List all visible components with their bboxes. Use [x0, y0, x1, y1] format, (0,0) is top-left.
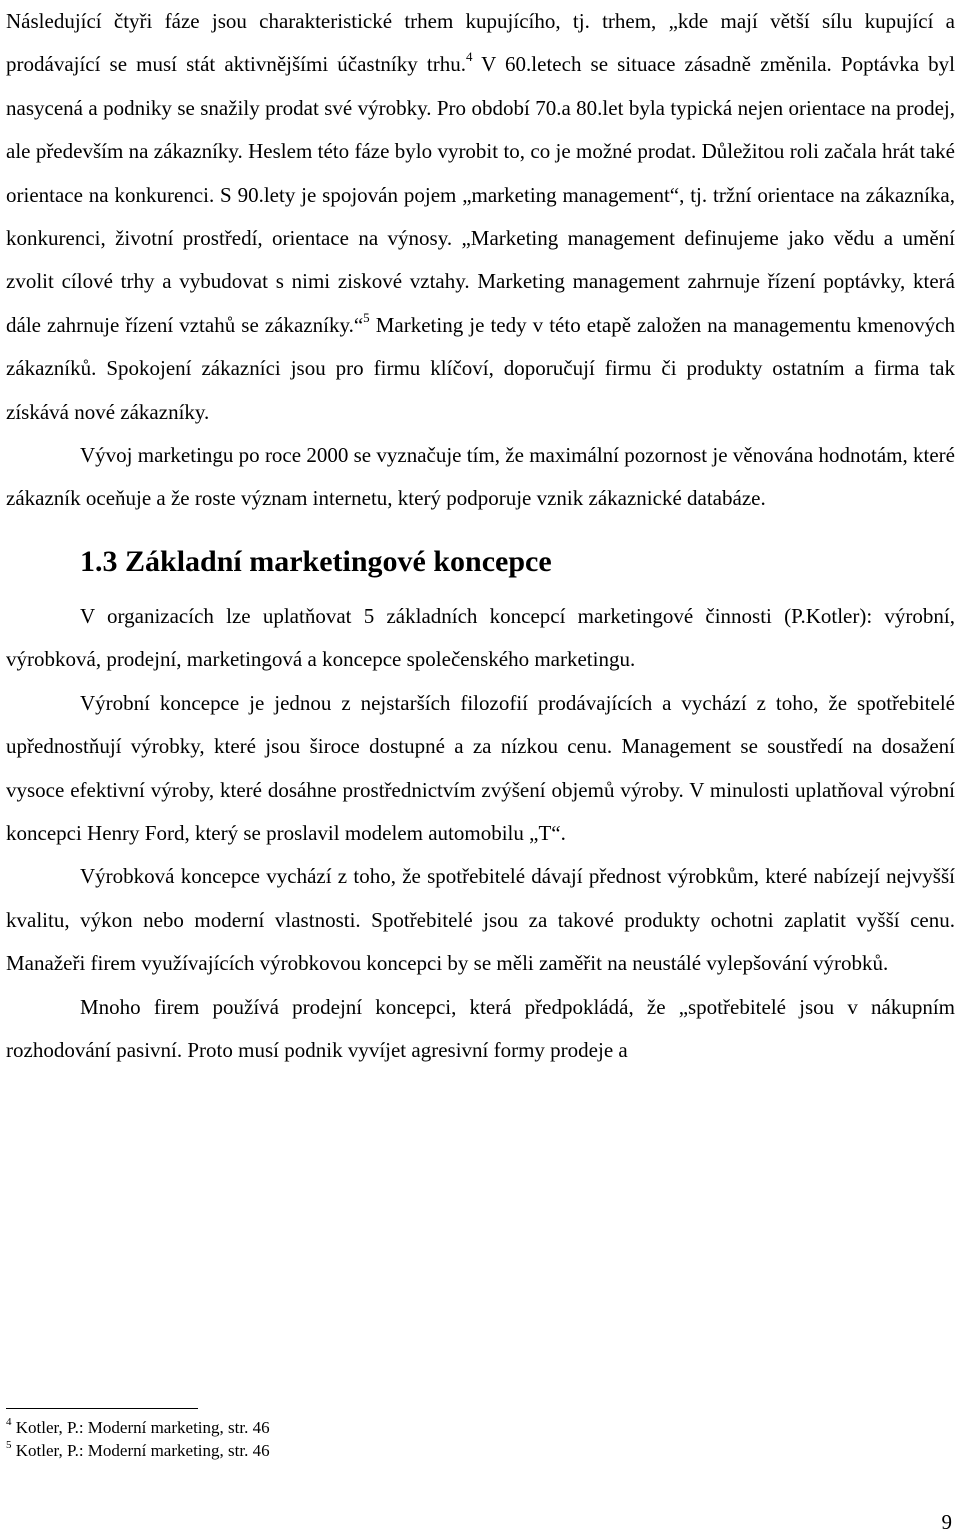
paragraph-selling-concept: Mnoho firem používá prodejní koncepci, která předpokládá, že „spotřebitelé jsou v nákupním rozhodování pasivní. Proto musí podnik vyvíjet agresivní formy prodeje a	[6, 994, 955, 1062]
body-text	[6, 0, 955, 1072]
footnote-ref-5[interactable]: 5	[363, 309, 370, 325]
footnote-ref-4[interactable]: 4	[465, 49, 473, 65]
footnote-5	[6, 1439, 706, 1462]
paragraph-marketing-2000: Vývoj marketingu po roce 2000 se vyznačuje tím, že maximální pozornost je věnována hodnotám, které zákazník oceňuje a že roste význam internetu, který podporuje vznik zákaznické databáze.	[6, 443, 955, 511]
footnote-4	[6, 1416, 706, 1439]
paragraph-product-concept: Výrobková koncepce vychází z toho, že spotřebitelé dávají přednost výrobkům, které nabízejí nejvyšší kvalitu, výkon nebo moderní vlastnosti. Spotřebitelé jsou za takové produkty ochotni zaplatit vyšší cenu. Manažeři firem využívajících výrobkovou koncepci by se měli zaměřit na neustálé vylepšování výrobků.	[6, 864, 955, 976]
paragraph-text: Následující čtyři fáze jsou charakteristické trhem kupujícího, tj. trhem, „kde mají větší sílu kupující a prodávající se musí stát aktivnějšími účastníky trhu.	[6, 9, 955, 77]
section-heading: 1.3 Základní marketingové koncepce	[80, 544, 552, 578]
paragraph-buyers-market	[6, 0, 955, 434]
paragraph-text: Marketing je tedy v této etapě založen na managementu kmenových zákazníků. Spokojení zákazníci jsou pro firmu klíčoví, doporučují firmu či produkty ostatním a firma tak získává nové zákazníky.	[6, 312, 955, 424]
paragraph-production-concept: Výrobní koncepce je jednou z nejstarších filozofií prodávajících a vychází z toho, že spotřebitelé upřednostňují výrobky, které jsou široce dostupné a za nízkou cenu. Management se soustředí na dosažení vysoce efektivní výroby, které dosáhne prostřednictvím zvýšení objemů výroby. V minulosti uplatňoval výrobní koncepci Henry Ford, který se proslavil modelem automobilu „T“.	[6, 690, 955, 845]
paragraph-text: V 60.letech se situace zásadně změnila. Poptávka byl nasycená a podniky se snažily prodat své výrobky. Pro období 70.a 80.let byla typická nejen orientace na prodej, ale především na zákazníky. Heslem této fáze bylo vyrobit to, co je možné prodat. Důležitou roli začala hrát také orientace na konkurenci. S 90.lety je spojován pojem „marketing management“, tj. tržní orientace na zákazníka, konkurenci, životní prostředí, orientace na výnosy. „Marketing management definujeme jako vědu a umění zvolit cílové trhy a vybudovat s nimi ziskové vztahy. Marketing management zahrnuje řízení poptávky, která dále zahrnuje řízení vztahů se zákazníky.“	[6, 52, 956, 337]
footnote-number: 5	[6, 1439, 12, 1451]
footnote-text: Kotler, P.: Moderní marketing, str. 46	[11, 1418, 270, 1437]
footnote-separator	[6, 1408, 198, 1409]
footnote-number: 4	[6, 1416, 12, 1428]
footnotes	[6, 1416, 706, 1462]
paragraph-concepts-intro: V organizacích lze uplatňovat 5 základních koncepcí marketingové činnosti (P.Kotler): výrobní, výrobková, prodejní, marketingová a koncepce společenského marketingu.	[6, 603, 955, 672]
page-number: 9	[941, 1510, 952, 1534]
footnote-text: Kotler, P.: Moderní marketing, str. 46	[11, 1441, 270, 1460]
